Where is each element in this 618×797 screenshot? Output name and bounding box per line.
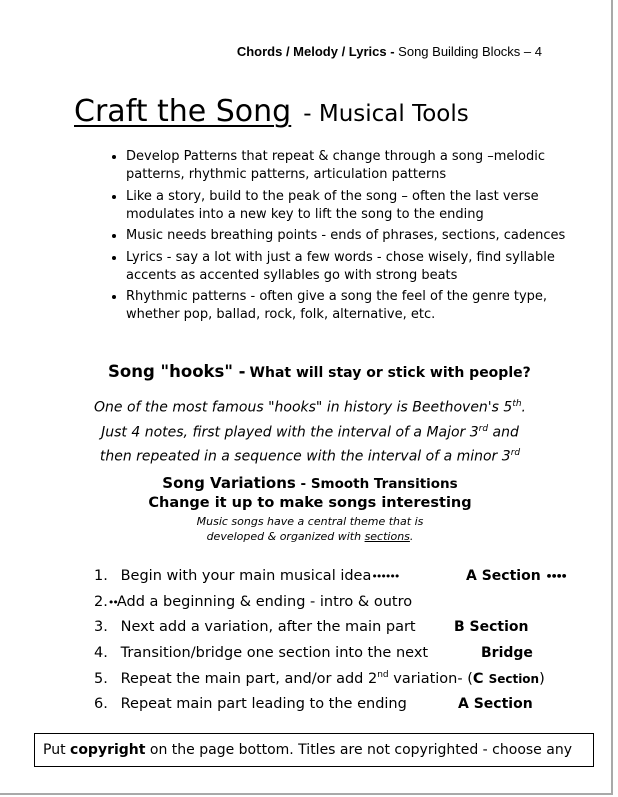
- list-item: • Rhythmic patterns - often give a song the feel of the genre type, whether pop, ballad, rock, folk, alternative, etc.: [126, 288, 586, 324]
- variations-note: Music songs have a central theme that is developed & organized with sections.: [196, 515, 424, 543]
- list-item: • Develop Patterns that repeat & change through a song –melodic patterns, rhythmic patterns, articulation patterns: [126, 148, 586, 184]
- dots-icon: ••••••: [371, 570, 399, 583]
- dots-icon: ••: [107, 595, 117, 609]
- section-label: A Section ••••: [466, 568, 566, 584]
- list-item: 6. Repeat main part leading to the ending A Section: [94, 695, 533, 712]
- list-item: 1. Begin with your main musical idea•••••• A Section ••••: [94, 568, 566, 584]
- tools-list: [106, 148, 586, 328]
- section-label: Bridge: [481, 644, 533, 661]
- page-title: [74, 94, 469, 129]
- list-item: 4. Transition/bridge one section into the next Bridge: [94, 644, 533, 661]
- section-label: A Section: [458, 695, 533, 712]
- hooks-heading: [108, 362, 531, 381]
- hooks-question: What will stay or stick with people?: [249, 365, 531, 381]
- variations-heading: Song Variations - Smooth Transitions: [162, 474, 458, 492]
- dots-icon: ••••: [545, 570, 566, 583]
- section-label: B Section: [454, 619, 529, 635]
- list-item: • Like a story, build to the peak of the song – often the last verse modulates into a new key to lift the song to the ending: [126, 188, 586, 224]
- list-item: 3. Next add a variation, after the main part B Section: [94, 619, 529, 635]
- list-item: • Music needs breathing points - ends of phrases, sections, cadences: [126, 227, 586, 245]
- list-item: 5. Repeat the main part, and/or add 2nd variation- (C Section): [94, 670, 545, 687]
- paragraph-line: then repeated in a sequence with the interval of a minor 3rd: [99, 448, 521, 465]
- paragraph-line: One of the most famous "hooks" in history is Beethoven's 5th.: [94, 399, 526, 416]
- variations-tagline: Change it up to make songs interesting: [148, 495, 472, 511]
- paragraph-line: Just 4 notes, first played with the interval of a Major 3rd and: [101, 423, 519, 441]
- list-item: • Lyrics - say a lot with just a few words - chose wisely, find syllable accents as accented syllables go with strong beats: [126, 249, 586, 285]
- variations-section: [110, 473, 510, 544]
- header-topics: Chords / Melody / Lyrics -: [236, 44, 395, 59]
- title-main: Craft the Song: [74, 94, 292, 129]
- copyright-note: Put copyright on the page bottom. Titles are not copyrighted - choose any: [34, 733, 594, 767]
- section-label: C Section: [472, 670, 540, 687]
- steps-list: [94, 568, 564, 721]
- page-header: [237, 44, 542, 59]
- title-sub: - Musical Tools: [303, 101, 469, 127]
- header-title: Song Building Blocks – 4: [394, 44, 542, 59]
- list-item: 2.••Add a beginning & ending - intro & outro: [94, 593, 413, 610]
- hooks-title: Song "hooks" -: [108, 362, 246, 381]
- beethoven-paragraph: [60, 394, 560, 468]
